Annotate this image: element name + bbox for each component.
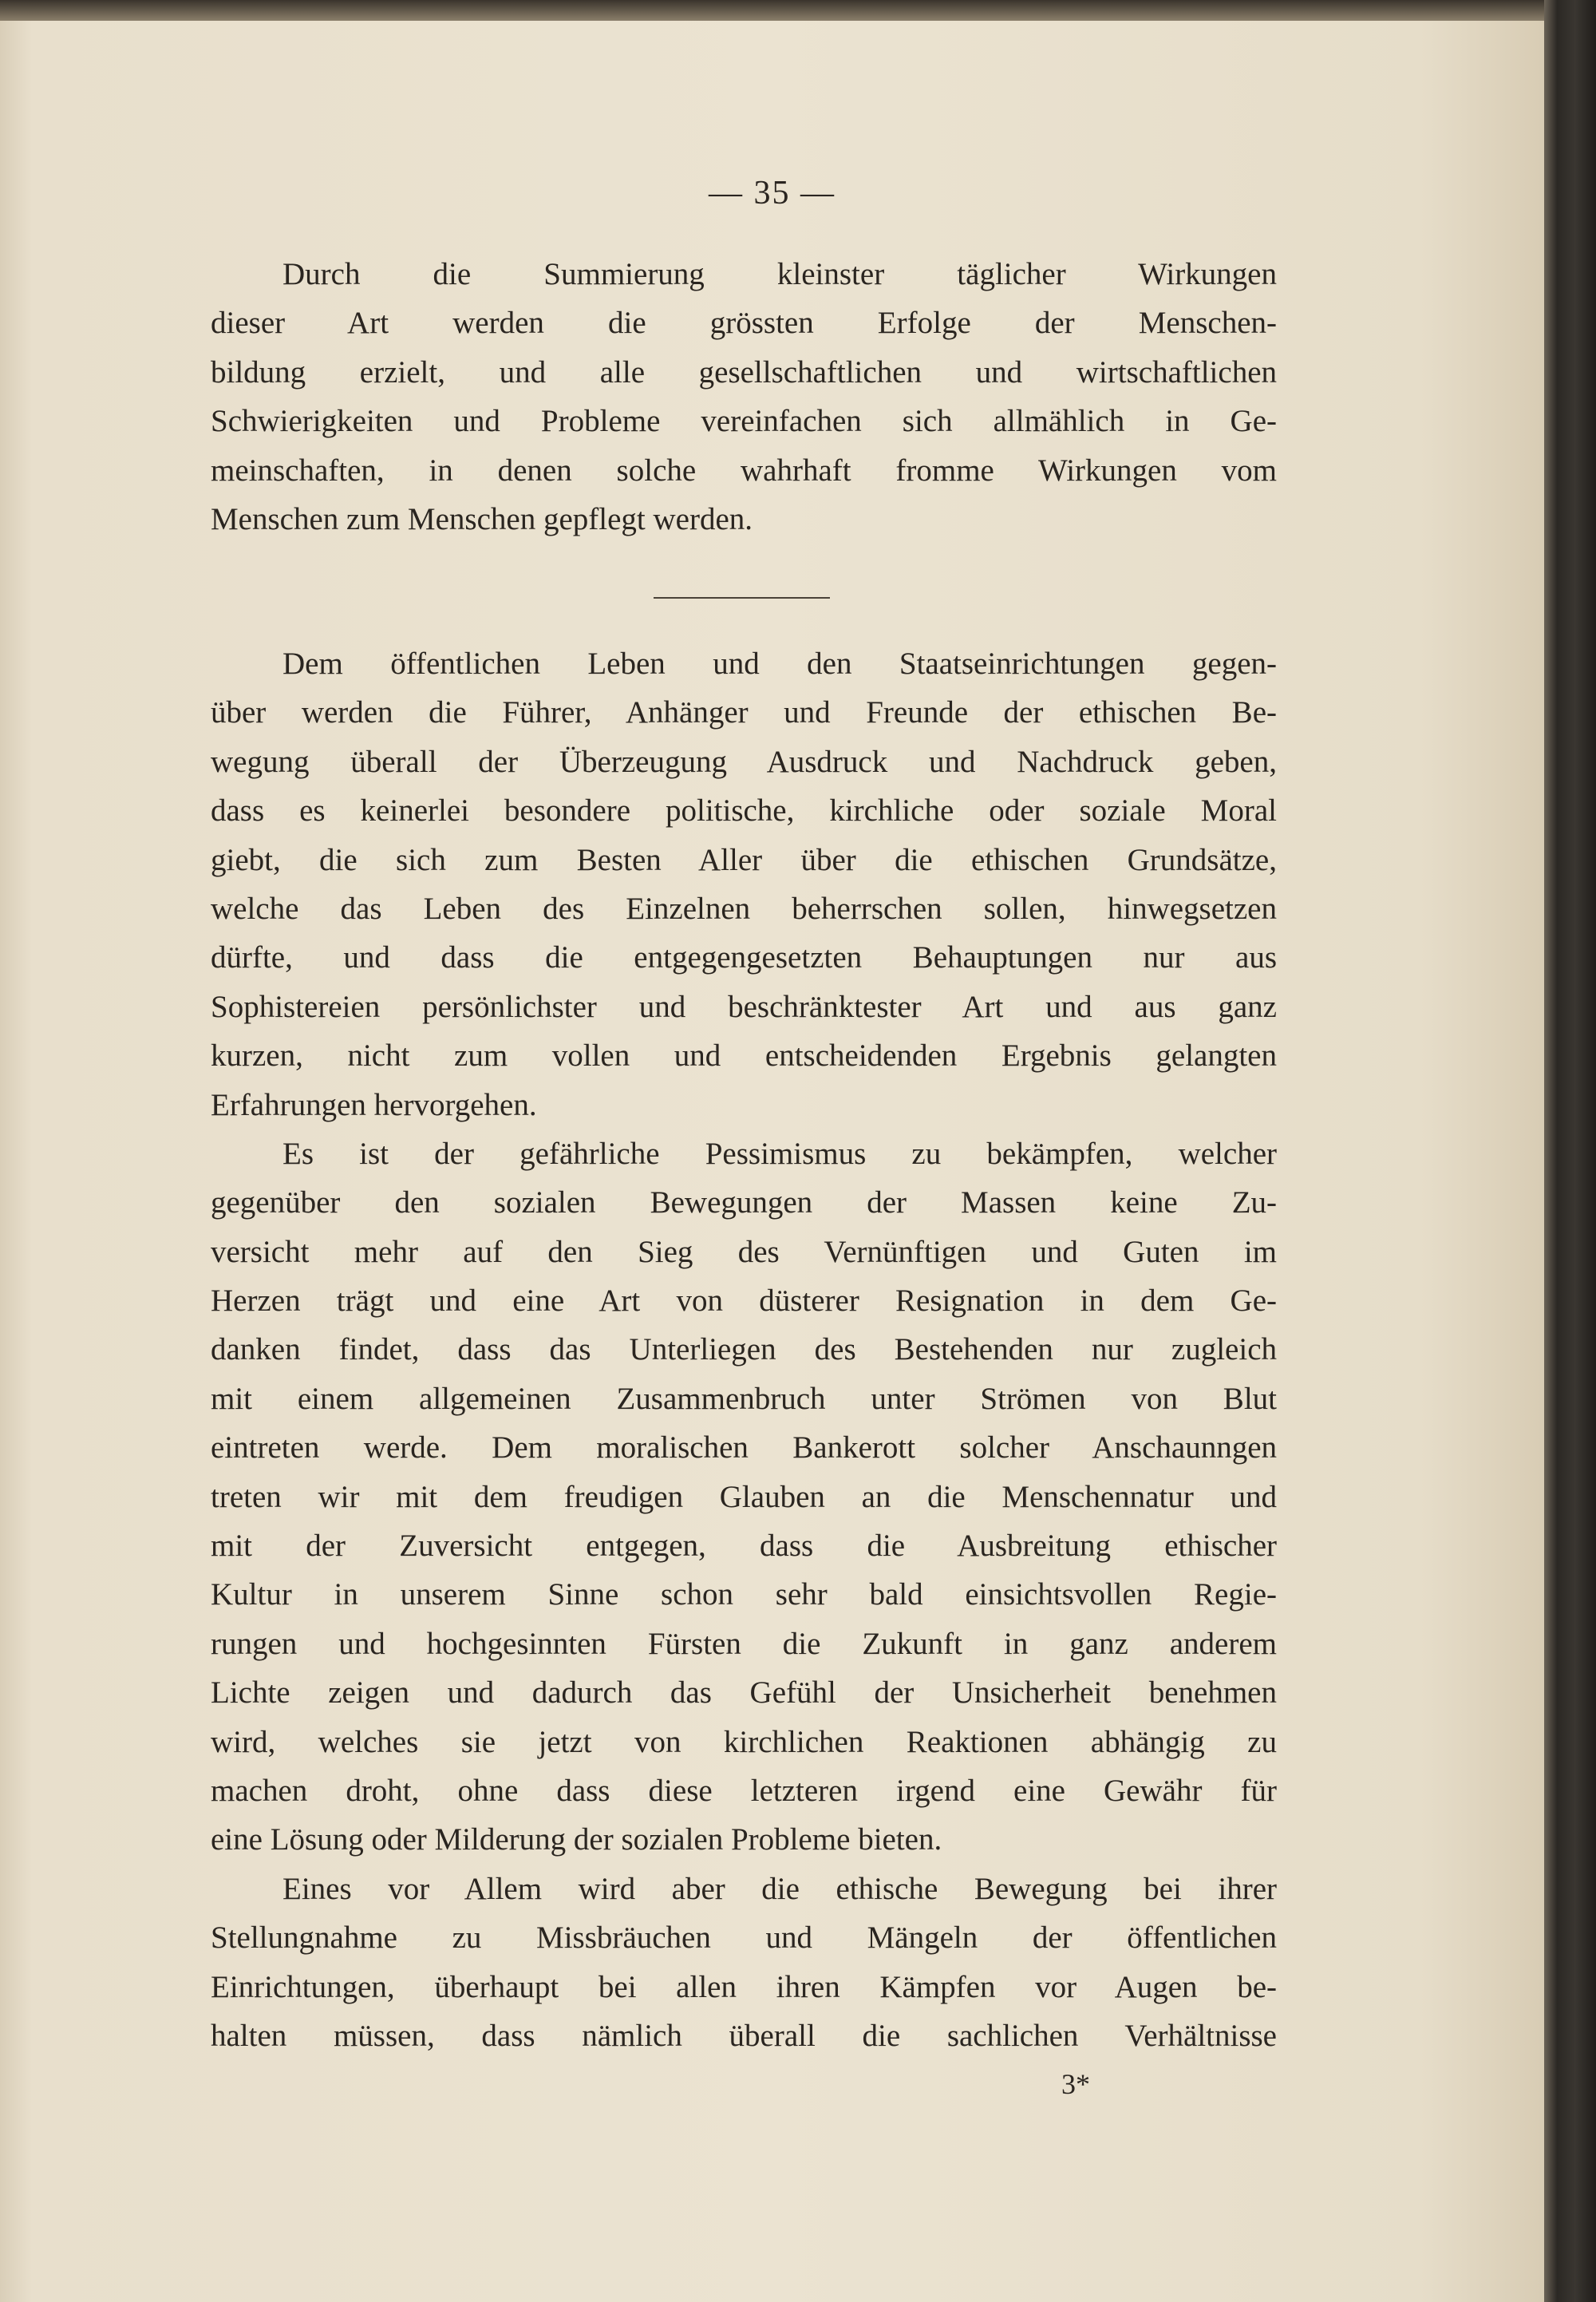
text-line: über werden die Führer, Anhänger und Freunde der ethischen Be-	[211, 695, 1277, 730]
text-line: meinschaften, in denen solche wahrhaft fromme Wirkungen vom	[211, 453, 1277, 488]
text-line: danken findet, dass das Unterliegen des Bestehenden nur zugleich	[211, 1332, 1277, 1367]
text-line: Herzen trägt und eine Art von düsterer Resignation in dem Ge-	[211, 1284, 1277, 1319]
text-line: dürfte, und dass die entgegengesetzten Behauptungen nur aus	[211, 940, 1277, 975]
text-line: Schwierigkeiten und Probleme vereinfachen sich allmählich in Ge-	[211, 404, 1277, 439]
text-line: Lichte zeigen und dadurch das Gefühl der Unsicherheit benehmen	[211, 1675, 1277, 1711]
text-line: treten wir mit dem freudigen Glauben an die Menschennatur und	[211, 1479, 1277, 1514]
book-binding-edge	[1544, 0, 1596, 2302]
text-body-continued	[211, 639, 1277, 2060]
section-divider-rule	[654, 597, 830, 599]
text-line: Menschen zum Menschen gepflegt werden.	[211, 501, 753, 536]
text-line: Durch die Summierung kleinster täglicher Wirkungen	[282, 257, 1277, 291]
text-line: eine Lösung oder Milderung der sozialen Probleme bieten.	[211, 1822, 942, 1857]
text-line: Es ist der gefährliche Pessimismus zu bekämpfen, welcher	[282, 1136, 1277, 1171]
text-line: machen droht, ohne dass diese letzteren irgend eine Gewähr für	[211, 1773, 1277, 1808]
text-line: wird, welches sie jetzt von kirchlichen Reaktionen abhängig zu	[211, 1724, 1277, 1759]
text-line: welche das Leben des Einzelnen beherrschen sollen, hinwegsetzen	[211, 891, 1277, 926]
text-line: Kultur in unserem Sinne schon sehr bald einsichtsvollen Regie-	[211, 1577, 1277, 1612]
text-line: kurzen, nicht zum vollen und entscheidenden Ergebnis gelangten	[211, 1038, 1277, 1074]
text-line: Stellungnahme zu Missbräuchen und Mängeln der öffentlichen	[211, 1920, 1277, 1956]
text-line: eintreten werde. Dem moralischen Bankerott solcher Anschaunngen	[211, 1430, 1277, 1465]
signature-mark: 3*	[1061, 2068, 1090, 2100]
scan-top-edge	[0, 0, 1596, 21]
text-line: halten müssen, dass nämlich überall die sachlichen Verhältnisse	[211, 2018, 1277, 2053]
text-line: versicht mehr auf den Sieg des Vernünftigen und Guten im	[211, 1234, 1277, 1269]
text-line: mit der Zuversicht entgegen, dass die Ausbreitung ethischer	[211, 1529, 1277, 1564]
text-line: dass es keinerlei besondere politische, kirchliche oder soziale Moral	[211, 793, 1277, 829]
text-line: Dem öffentlichen Leben und den Staatseinrichtungen gegen-	[282, 647, 1277, 681]
text-line: Sophistereien persönlichster und beschränktester Art und aus ganz	[211, 989, 1277, 1024]
paragraph-1	[211, 250, 1277, 544]
text-line: rungen und hochgesinnten Fürsten die Zukunft in ganz anderem	[211, 1626, 1277, 1661]
page-number-header: — 35 —	[709, 175, 836, 212]
text-line: Erfahrungen hervorgehen.	[211, 1087, 537, 1122]
text-line: Eines vor Allem wird aber die ethische Bewegung bei ihrer	[282, 1871, 1277, 1906]
text-line: gegenüber den sozialen Bewegungen der Massen keine Zu-	[211, 1185, 1277, 1220]
text-line: bildung erzielt, und alle gesellschaftlichen und wirtschaftlichen	[211, 354, 1277, 390]
text-line: Einrichtungen, überhaupt bei allen ihren Kämpfen vor Augen be-	[211, 1969, 1277, 2004]
text-line: wegung überall der Überzeugung Ausdruck und Nachdruck geben,	[211, 744, 1277, 779]
text-line: giebt, die sich zum Besten Aller über die ethischen Grundsätze,	[211, 842, 1277, 877]
text-line: mit einem allgemeinen Zusammenbruch unter Strömen von Blut	[211, 1381, 1277, 1416]
text-line: dieser Art werden die grössten Erfolge der Menschen-	[211, 306, 1277, 341]
